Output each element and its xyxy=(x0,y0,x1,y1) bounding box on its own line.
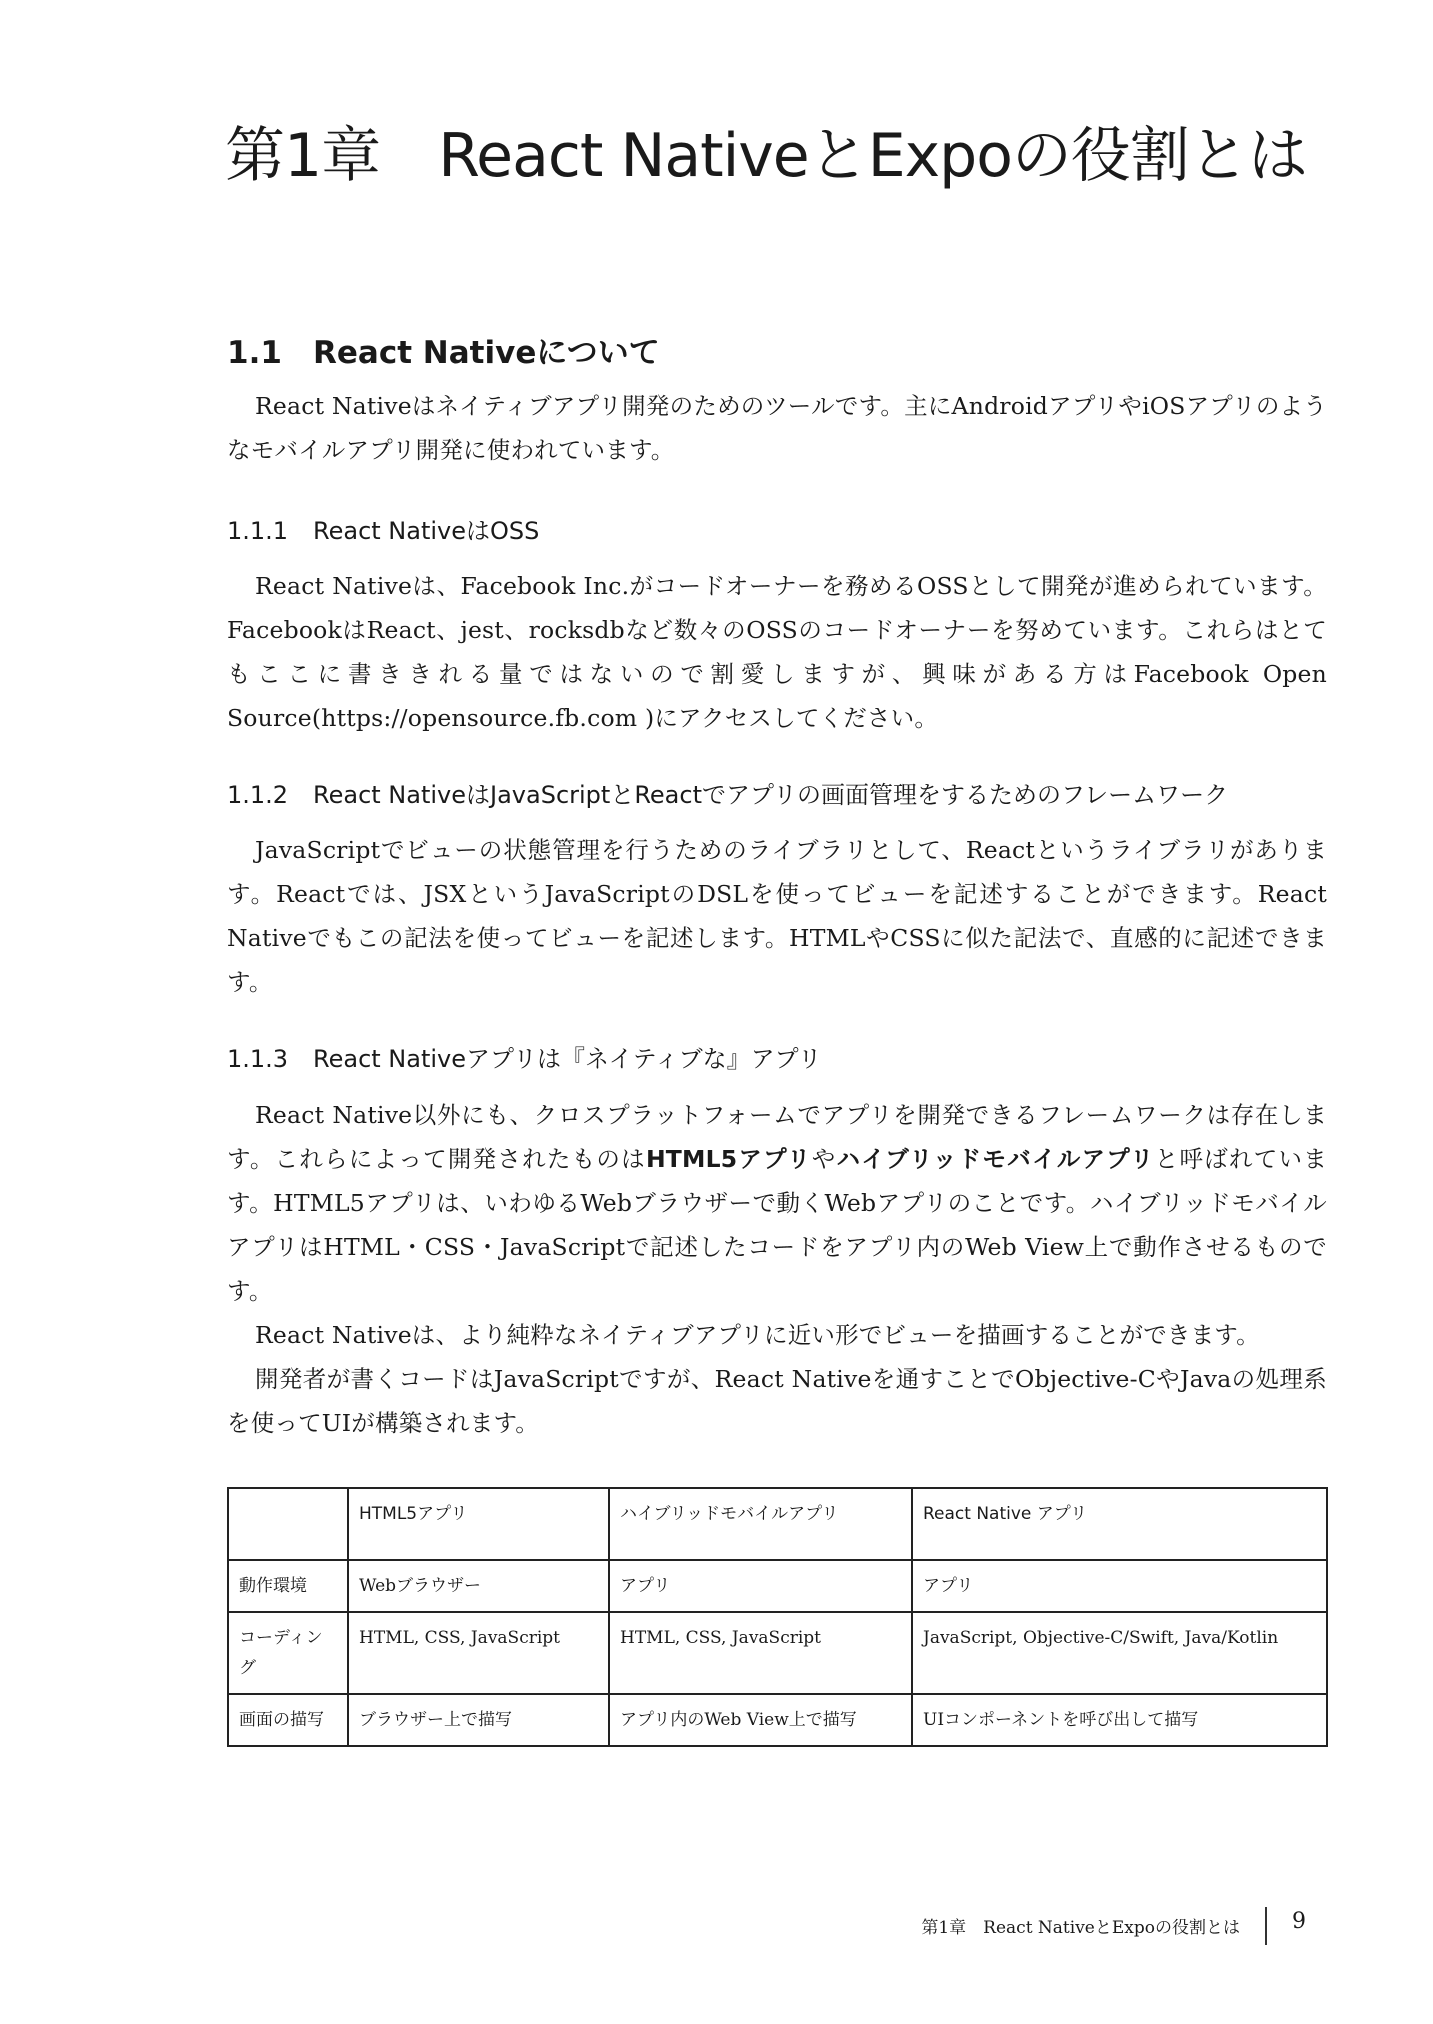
table-cell: ブラウザー上で描写 xyxy=(348,1694,609,1746)
table-cell: HTML, CSS, JavaScript xyxy=(609,1612,912,1694)
table-header-cell: HTML5アプリ xyxy=(348,1488,609,1560)
subsection-title: React Nativeアプリは『ネイティブな』アプリ xyxy=(313,1045,822,1073)
subsection-heading-1-1-1 xyxy=(227,511,539,546)
page-footer xyxy=(900,1907,1320,1947)
table-cell: アプリ内のWeb View上で描写 xyxy=(609,1694,912,1746)
react-paragraph: JavaScriptでビューの状態管理を行うためのライブラリとして、Reactというライブラリがあります。Reactでは、JSXというJavaScriptのDSLを使ってビューを記述することができます。React Nativeでもこの記法を使ってビューを記述します。HTMLやCSSに似た記法で、直感的に記述できます。 xyxy=(227,836,1327,996)
chapter-number: 第1章 xyxy=(225,121,381,191)
intro-paragraph: React Nativeはネイティブアプリ開発のためのツールです。主にAndroidアプリやiOSアプリのようなモバイルアプリ開発に使われています。 xyxy=(227,392,1327,464)
chapter-title-text: React NativeとExpoの役割とは xyxy=(438,121,1307,191)
section-number: 1.1 xyxy=(227,335,282,371)
subsection-number: 1.1.3 xyxy=(227,1045,289,1073)
chapter-title xyxy=(225,108,1325,194)
table-cell: コーディング xyxy=(228,1612,348,1694)
table-header-cell: ハイブリッドモバイルアプリ xyxy=(609,1488,912,1560)
table-cell: アプリ xyxy=(912,1560,1327,1612)
table-cell: UIコンポーネントを呼び出して描写 xyxy=(912,1694,1327,1746)
subsection-title: React NativeはOSS xyxy=(313,517,540,545)
rendering-paragraph: React Nativeは、より純粋なネイティブアプリに近い形でビューを描画することができます。 xyxy=(255,1321,1260,1349)
ui-paragraph: 開発者が書くコードはJavaScriptですが、React Nativeを通すことでObjective-CやJavaの処理系を使ってUIが構築されます。 xyxy=(227,1365,1327,1437)
section-heading-1-1 xyxy=(227,327,660,372)
table-cell: 画面の描写 xyxy=(228,1694,348,1746)
text-run: と呼ばれています。HTML5アプリは、いわゆるWebブラウザーで動くWebアプリのことです。ハイブリッドモバイルアプリはHTML・CSS・JavaScriptで記述したコードをアプリ内のWeb View上で動作させるものです。 xyxy=(227,1145,1328,1305)
subsection-number: 1.1.2 xyxy=(227,781,289,809)
table-cell: HTML, CSS, JavaScript xyxy=(348,1612,609,1694)
subsection-title: React NativeはJavaScriptとReactでアプリの画面管理をするためのフレームワーク xyxy=(313,781,1229,809)
subsection-heading-1-1-3 xyxy=(227,1039,822,1074)
bold-term-html5: HTML5アプリ xyxy=(645,1145,812,1173)
table-row xyxy=(228,1694,1327,1746)
table-row xyxy=(228,1612,1327,1694)
subsection-heading-1-1-2 xyxy=(227,775,1228,810)
footer-divider xyxy=(1265,1907,1267,1945)
table-cell: 動作環境 xyxy=(228,1560,348,1612)
oss-paragraph: React Nativeは、Facebook Inc.がコードオーナーを務めるOSSとして開発が進められています。FacebookはReact、jest、rocksdbなど数々のOSSのコードオーナーを努めています。これらはとてもここに書ききれる量ではないので割愛しますが、興味がある方はFacebook Open Source(https://opensource.fb.com )にアクセスしてください。 xyxy=(227,572,1327,732)
table-header-cell: React Native アプリ xyxy=(912,1488,1327,1560)
subsection-number: 1.1.1 xyxy=(227,517,289,545)
page-number: 9 xyxy=(1292,1909,1306,1934)
section-title: React Nativeについて xyxy=(313,335,660,371)
table-cell: Webブラウザー xyxy=(348,1560,609,1612)
running-title: 第1章 React NativeとExpoの役割とは xyxy=(921,1918,1240,1938)
text-run: や xyxy=(811,1145,837,1173)
bold-term-hybrid: ハイブリッドモバイルアプリ xyxy=(836,1145,1155,1173)
text-run: React Native以外にも、クロスプラットフォームでアプリを開発できるフレームワークは存在します。これらによって開発されたものは xyxy=(227,1101,1327,1173)
table-cell: JavaScript, Objective-C/Swift, Java/Kotlin xyxy=(912,1612,1327,1694)
table-row xyxy=(228,1560,1327,1612)
native-app-paragraph xyxy=(227,1093,1327,1313)
table-header-cell xyxy=(228,1488,348,1560)
table-header-row xyxy=(228,1488,1327,1560)
table-cell: アプリ xyxy=(609,1560,912,1612)
comparison-table xyxy=(227,1487,1328,1747)
